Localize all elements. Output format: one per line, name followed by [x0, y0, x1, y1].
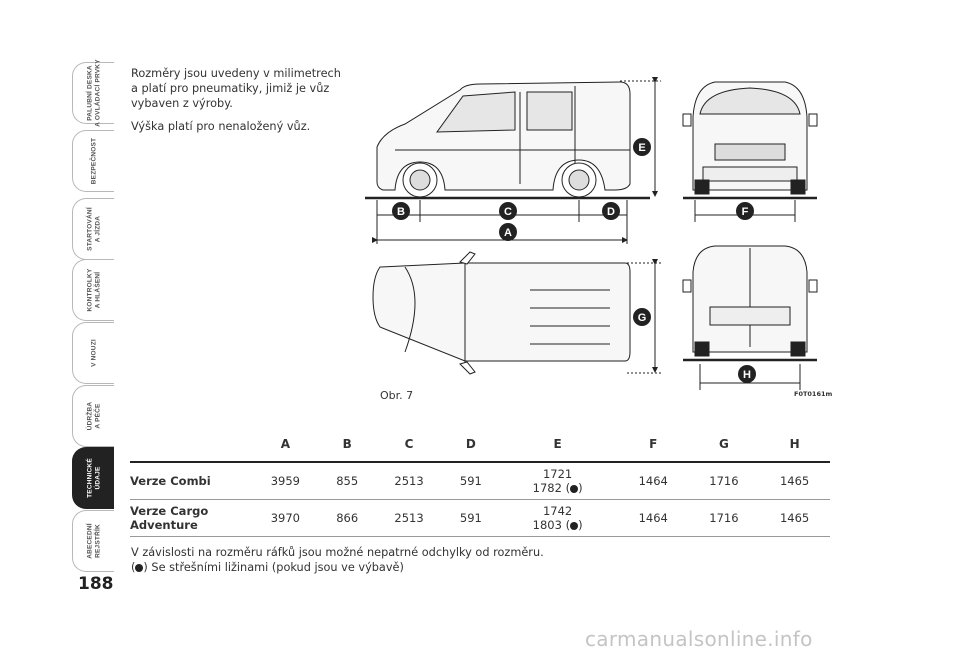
table-header-row [130, 437, 830, 462]
label-b: B [397, 206, 405, 218]
col-header: F [618, 437, 689, 462]
label-h: H [743, 369, 751, 381]
tab-bezpecnost[interactable]: BEZPEČNOST [72, 130, 114, 192]
vehicle-dimensions-figure [365, 72, 845, 402]
dimensions-table [130, 437, 830, 537]
label-f: F [741, 206, 749, 218]
cell-e: 1742 1803 ( ) [497, 500, 618, 537]
col-header: D [444, 437, 497, 462]
bullet-icon [570, 485, 578, 493]
table-row [130, 500, 830, 537]
cell: 2513 [374, 500, 445, 537]
front-view-van [683, 82, 817, 194]
footnote-2: ( ) Se střešními ližinami (pokud jsou ve výbavě) [131, 561, 404, 574]
cell: 1464 [618, 500, 689, 537]
figure-caption: Obr. 7 [380, 389, 414, 402]
tab-palubni-deska[interactable]: PALUBNÍ DESKA A OVLÁDACÍ PRVKY [72, 62, 114, 124]
figure-code: F0T0161m [794, 390, 833, 398]
col-header: B [321, 437, 374, 462]
cell: 591 [444, 462, 497, 500]
label-a: A [504, 227, 512, 239]
cell-e: 1721 1782 ( ) [497, 462, 618, 500]
row-label: Verze Cargo Adventure [130, 500, 250, 537]
cell: 2513 [374, 462, 445, 500]
col-header: E [497, 437, 618, 462]
rear-view-van [683, 246, 817, 356]
bullet-icon [570, 522, 578, 530]
cell: 866 [321, 500, 374, 537]
cell: 1716 [689, 462, 760, 500]
col-header: H [759, 437, 830, 462]
row-label: Verze Combi [130, 462, 250, 500]
intro-text [131, 66, 351, 142]
tab-kontrolky[interactable]: KONTROLKY A HLÁŠENÍ [72, 259, 114, 321]
cell: 855 [321, 462, 374, 500]
cell: 1716 [689, 500, 760, 537]
cell: 591 [444, 500, 497, 537]
cell: 1465 [759, 462, 830, 500]
cell: 3970 [250, 500, 321, 537]
side-view-van [377, 82, 630, 197]
col-header: A [250, 437, 321, 462]
col-header: G [689, 437, 760, 462]
tab-technicke-udaje[interactable]: TECHNICKÉ ÚDAJE [72, 447, 114, 509]
tab-abecedni-rejstrik[interactable]: ABECEDNÍ REJSTŘÍK [72, 510, 114, 572]
label-g: G [637, 312, 647, 324]
top-view-van [373, 252, 630, 374]
footnote-1: V závislosti na rozměru ráfků jsou možné nepatrné odchylky od rozměru. [131, 546, 544, 559]
label-d: D [607, 206, 615, 218]
cell: 1465 [759, 500, 830, 537]
footnotes [131, 545, 544, 575]
intro-paragraph-1: Rozměry jsou uvedeny v milimetrech a platí pro pneumatiky, jimiž je vůz vybaven z výroby. [131, 67, 341, 110]
watermark: carmanualsonline.info [585, 627, 813, 651]
page-number: 188 [78, 574, 114, 594]
col-header: C [374, 437, 445, 462]
cell: 3959 [250, 462, 321, 500]
tab-v-nouzi[interactable]: V NOUZI [72, 322, 114, 384]
label-c: C [504, 206, 512, 218]
cell: 1464 [618, 462, 689, 500]
label-e: E [638, 142, 646, 154]
table-row [130, 462, 830, 500]
tab-startovani[interactable]: STARTOVÁNÍ A JÍZDA [72, 198, 114, 260]
intro-paragraph-2: Výška platí pro nenaložený vůz. [131, 120, 311, 133]
tab-udrzba[interactable]: ÚDRŽBA A PÉČE [72, 385, 114, 447]
